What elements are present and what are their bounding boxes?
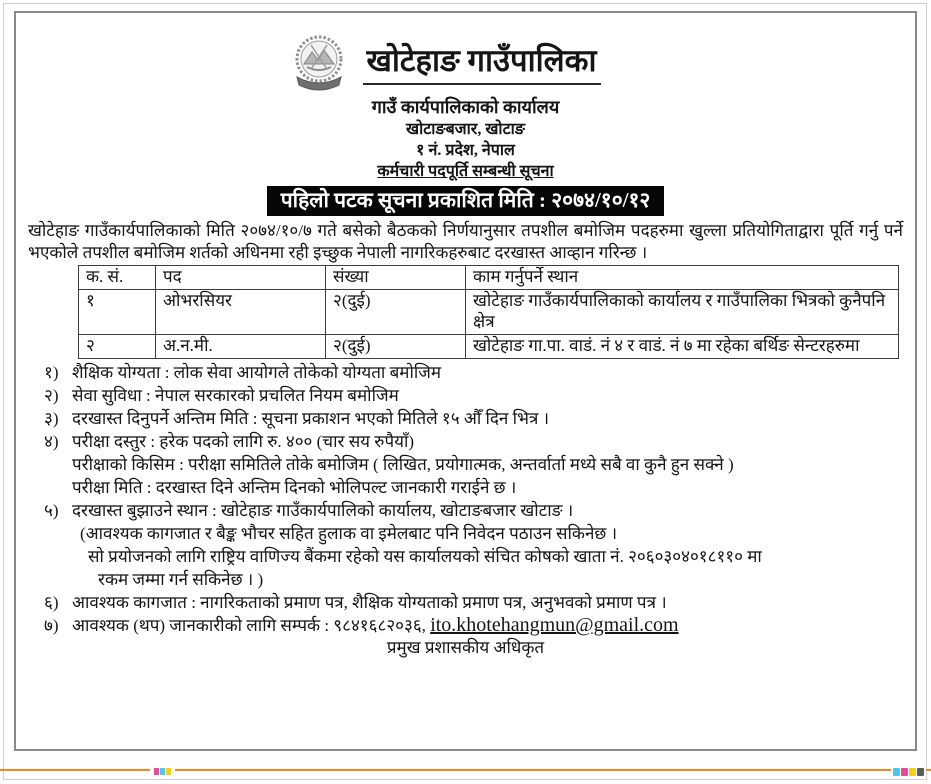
condition-number: १) xyxy=(44,363,59,382)
condition-number: ५) xyxy=(44,501,59,520)
condition-item-3 xyxy=(22,407,909,430)
condition-item-6 xyxy=(22,591,909,614)
condition-line: दरखास्त दिनुपर्ने अन्तिम मिति : सूचना प्रकाशन भएको मितिले १५ औँ दिन भित्र । xyxy=(72,409,550,428)
cell-workplace: खोटेहाङ गाउँकार्यपालिकाको कार्यालय र गाउँपालिका भित्रको कुनैपनि क्षेत्र xyxy=(466,290,899,335)
condition-number: २) xyxy=(44,386,59,405)
condition-item-4 xyxy=(22,430,909,499)
col-header-workplace: काम गर्नुपर्ने स्थान xyxy=(466,266,899,290)
cell-workplace: खोटेहाङ गा.पा. वाडं. नं ४ र वाडं. नं ७ मा रहेका बर्थिङ सेन्टरहरुमा xyxy=(466,335,899,359)
address-line: खोटाङबजार, खोटाङ xyxy=(406,121,525,138)
col-header-serial: क. सं. xyxy=(79,266,156,290)
watermark-dot-pink xyxy=(154,768,159,775)
table-row xyxy=(79,290,899,335)
share-dot-yellow-icon[interactable] xyxy=(909,768,916,776)
condition-number: ४) xyxy=(44,432,59,451)
published-date-bar: पहिलो पटक सूचना प्रकाशित मिति : २०७४/१०/१२ xyxy=(267,186,665,216)
table-header-row xyxy=(79,266,899,290)
col-header-post: पद xyxy=(156,266,326,290)
share-buttons[interactable] xyxy=(891,768,926,776)
cell-serial: २ xyxy=(79,335,156,359)
intro-paragraph: खोटेहाङ गाउँकार्यपालिकाको मिति २०७४/१०/७ गते बसेको बैठकको निर्णयानुसार तपशील बमोजिम पदहरुमा खुल्ला प्रतियोगिताद्वारा पूर्ति गर्नु पर्ने भएकोले तपशील बमोजिम शर्तको अधिनमा रही इच्छुक नेपाली नागरिकहरुबाट दरखास्त आव्हान गरिन्छ । xyxy=(28,221,903,262)
contact-email-link[interactable]: ito.khotehangmun@gmail.com xyxy=(430,614,679,636)
municipality-name: खोटेहाङ गाउँपालिका xyxy=(363,43,601,85)
condition-number: ७) xyxy=(44,616,59,635)
col-header-count: संख्या xyxy=(326,266,466,290)
condition-number: ३) xyxy=(44,409,59,428)
watermark-dot-cyan xyxy=(160,768,165,775)
condition-line: दरखास्त बुझाउने स्थान : खोटेहाङ गाउँकार्यपालिको कार्यालय, खोटाङबजार खोटाङ । xyxy=(72,501,574,520)
footer-divider xyxy=(0,769,931,771)
cell-post: ओभरसियर xyxy=(156,290,326,335)
condition-item-2 xyxy=(22,384,909,407)
table-row xyxy=(79,335,899,359)
document-header xyxy=(22,33,909,216)
condition-item-7 xyxy=(22,614,909,637)
contact-text: आवश्यक (थप) जानकारीको लागि सम्पर्क : ९८४१६८२०३६, xyxy=(72,616,431,635)
condition-line: रकम जम्मा गर्न सकिनेछ । ) xyxy=(98,570,264,589)
cell-post: अ.न.मी. xyxy=(156,335,326,359)
conditions-list xyxy=(22,361,909,637)
notice-title: कर्मचारी पदपूर्ति सम्बन्धी सूचना xyxy=(377,163,554,180)
condition-line: (आवश्यक कागजात र बैङ्क भौचर सहित हुलाक वा इमेलबाट पनि निवेदन पठाउन सकिनेछ । xyxy=(80,524,618,543)
share-dot-dark-icon[interactable] xyxy=(917,768,924,776)
condition-line: परीक्षाको किसिम : परीक्षा समितिले तोके बमोजिम ( लिखित, प्रयोगात्मक, अन्तर्वार्ता मध्ये सबै वा कुनै हुन सक्ने ) xyxy=(72,455,734,474)
condition-line: शैक्षिक योग्यता : लोक सेवा आयोगले तोकेको योग्यता बमोजिम xyxy=(72,363,442,382)
condition-line: सेवा सुविधा : नेपाल सरकारको प्रचलित नियम बमोजिम xyxy=(72,386,399,405)
footer-watermark xyxy=(150,768,175,775)
condition-line: परीक्षा दस्तुर : हरेक पदको लागि रु. ४०० (चार सय रुपैयाँ) xyxy=(72,432,415,451)
condition-item-5 xyxy=(22,499,909,591)
condition-number: ६) xyxy=(44,593,59,612)
condition-line: परीक्षा मिति : दरखास्त दिने अन्तिम दिनको भोलिपल्ट जानकारी गराईने छ । xyxy=(72,478,517,497)
condition-line: सो प्रयोजनको लागि राष्ट्रिय वाणिज्य बैंकमा रहेको यस कार्यालयको संचित कोषको खाता नं. २०६०३०४०१८११० मा xyxy=(88,547,762,566)
municipality-emblem-icon xyxy=(291,33,347,95)
condition-item-1 xyxy=(22,361,909,384)
cell-serial: १ xyxy=(79,290,156,335)
share-dot-cyan-icon[interactable] xyxy=(893,768,900,776)
condition-line: आवश्यक कागजात : नागरिकताको प्रमाण पत्र, शैक्षिक योग्यताको प्रमाण पत्र, अनुभवको प्रमाण पत्र । xyxy=(72,593,667,612)
share-dot-pink-icon[interactable] xyxy=(901,768,908,776)
signature-title: प्रमुख प्रशासकीय अधिकृत xyxy=(386,638,545,657)
cell-count: २(दुई) xyxy=(326,290,466,335)
cell-count: २(दुई) xyxy=(326,335,466,359)
office-name-line: गाउँ कार्यपालिकाको कार्यालय xyxy=(371,97,560,117)
scanned-notice-document xyxy=(14,11,917,751)
vacancy-table xyxy=(78,265,899,359)
province-line: १ नं. प्रदेश, नेपाल xyxy=(416,142,515,159)
watermark-dot-yellow xyxy=(166,768,171,775)
